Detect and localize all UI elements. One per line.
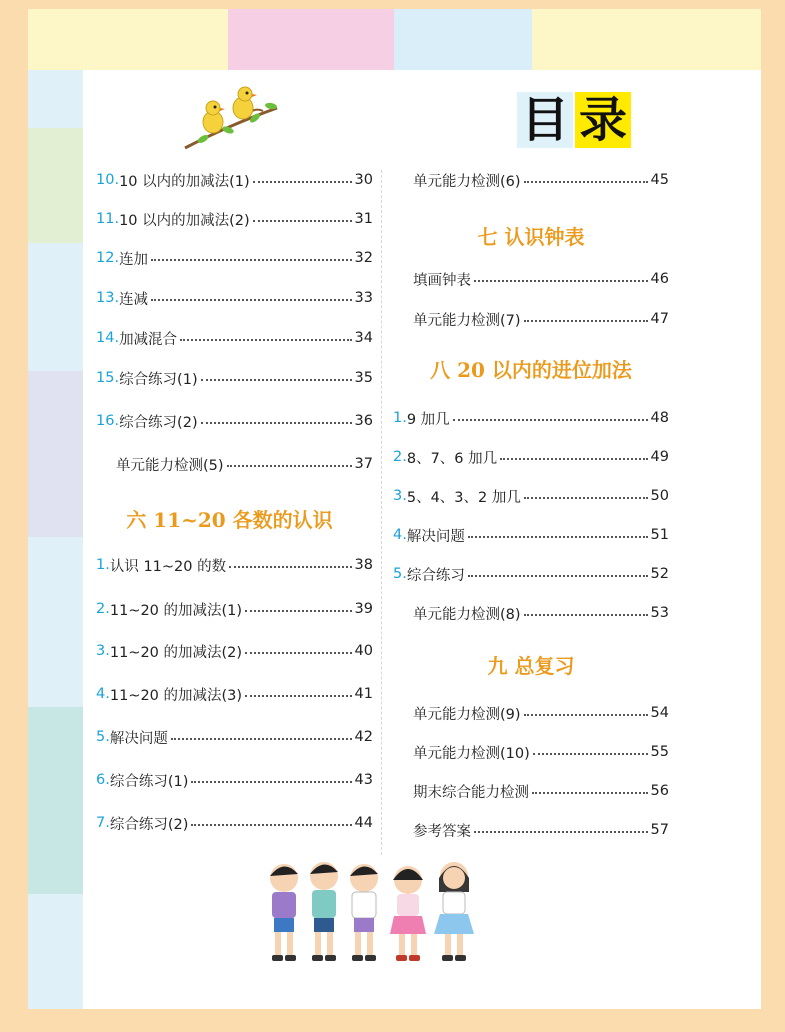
dot-leader [191,824,351,826]
side-color-strip [28,70,83,1009]
entry-page: 38 [354,557,373,573]
toc-entry[interactable] [393,408,669,428]
title-char-2: 录 [575,92,631,148]
entry-page: 34 [354,330,373,346]
entry-title: 综合练习(1) [109,773,189,790]
top-color-bands [28,9,761,70]
entry-page: 43 [354,772,373,788]
entry-number: 12. [96,250,120,266]
entry-page: 57 [650,822,669,838]
toc-entry[interactable] [96,684,373,704]
toc-entry[interactable] [96,248,373,268]
entry-number: 16. [96,413,120,429]
dot-leader [245,652,352,654]
entry-page: 30 [354,172,373,188]
dot-leader [524,497,648,499]
toc-entry[interactable] [96,209,373,229]
entry-page: 46 [650,271,669,287]
section-heading-seven: 七 认识钟表 [477,225,585,249]
entry-title: 8、7、6 加几 [406,450,498,467]
dot-leader [524,714,648,716]
dot-leader [151,299,351,301]
dot-leader [500,458,647,460]
entry-page: 53 [650,605,669,621]
entry-page: 31 [354,211,373,227]
entry-page: 44 [354,815,373,831]
toc-entry[interactable] [96,555,373,575]
entry-title: 连加 [119,251,149,268]
entry-page: 56 [650,783,669,799]
dot-leader [180,339,351,341]
dot-leader [474,280,648,282]
entry-number: 4. [96,686,110,702]
toc-entry[interactable] [393,564,669,584]
entry-number: 5. [393,566,407,582]
toc-entry[interactable] [96,411,373,431]
toc-entry[interactable] [96,727,373,747]
toc-entry[interactable] [96,641,373,661]
toc-entry[interactable] [413,820,669,840]
toc-entry[interactable] [413,170,669,190]
entry-number: 2. [96,601,110,617]
entry-title: 期末综合能力检测 [413,784,529,801]
dot-leader [245,610,352,612]
entry-title: 5、4、3、2 加几 [406,489,521,506]
entry-page: 47 [650,311,669,327]
entry-title: 综合练习(2) [119,414,198,431]
entry-number: 2. [393,449,407,465]
entry-title: 9 加几 [406,411,450,428]
entry-title: 连减 [119,291,149,308]
entry-page: 35 [354,370,373,386]
entry-page: 54 [650,705,669,721]
toc-entry[interactable] [96,170,373,190]
section-heading-six: 六 11~20 各数的认识 [126,508,333,532]
entry-title: 加减混合 [119,331,178,348]
dot-leader [171,738,352,740]
dot-leader [191,781,351,783]
entry-number: 15. [96,370,120,386]
section-heading-nine: 九 总复习 [487,654,575,678]
entry-title: 11~20 的加减法(1) [109,602,243,619]
entry-number: 3. [96,643,110,659]
entry-page: 51 [650,527,669,543]
toc-entry[interactable] [413,781,669,801]
dot-leader [245,695,352,697]
dot-leader [533,753,648,755]
entry-page: 41 [354,686,373,702]
entry-number: 10. [96,172,120,188]
entry-page: 33 [354,290,373,306]
toc-entry[interactable] [413,309,669,329]
entry-title: 单元能力检测(5) [116,457,224,474]
column-divider [381,170,382,855]
toc-entry[interactable] [96,770,373,790]
entry-page: 40 [354,643,373,659]
toc-entry[interactable] [96,328,373,348]
entry-title: 单元能力检测(8) [413,606,521,623]
entry-page: 52 [650,566,669,582]
dot-leader [201,422,352,424]
entry-title: 11~20 的加减法(2) [109,644,243,661]
entry-number: 6. [96,772,110,788]
toc-entry[interactable] [96,368,373,388]
entry-number: 5. [96,729,110,745]
entry-title: 10 以内的加减法(1) [119,173,250,190]
entry-page: 50 [650,488,669,504]
entry-title: 综合练习(2) [109,816,189,833]
entry-title: 认识 11~20 的数 [109,558,227,575]
entry-page: 55 [650,744,669,760]
toc-entry[interactable] [393,447,669,467]
section-heading-eight: 八 20 以内的进位加法 [430,358,632,382]
entry-title: 参考答案 [413,823,471,840]
dot-leader [229,566,351,568]
entry-page: 49 [650,449,669,465]
entry-title: 11~20 的加减法(3) [109,687,243,704]
dot-leader [253,181,352,183]
dot-leader [227,465,352,467]
entry-title: 单元能力检测(7) [413,312,521,329]
dot-leader [474,831,648,833]
dot-leader [524,320,648,322]
entry-title: 填画钟表 [413,272,471,289]
toc-entry[interactable] [413,603,669,623]
toc-entry[interactable] [393,486,669,506]
entry-number: 7. [96,815,110,831]
entry-page: 48 [650,410,669,426]
entry-number: 13. [96,290,120,306]
entry-page: 37 [354,456,373,472]
entry-title: 综合练习(1) [119,371,198,388]
entry-page: 45 [650,172,669,188]
title-char-1: 目 [517,92,573,148]
entry-page: 42 [354,729,373,745]
birds-on-branch-illustration [183,86,279,152]
entry-number: 3. [393,488,407,504]
entry-title: 解决问题 [109,730,168,747]
dot-leader [524,181,648,183]
entry-title: 单元能力检测(10) [413,745,530,762]
dot-leader [151,259,351,261]
toc-entry[interactable] [413,703,669,723]
dot-leader [201,379,352,381]
page-title [517,92,631,148]
children-illustration [258,858,494,968]
dot-leader [468,575,648,577]
toc-entry[interactable] [393,525,669,545]
toc-entry[interactable] [96,599,373,619]
entry-title: 解决问题 [406,528,465,545]
toc-entry[interactable] [116,454,373,474]
entry-page: 32 [354,250,373,266]
dot-leader [453,419,648,421]
toc-entry[interactable] [413,742,669,762]
dot-leader [468,536,648,538]
entry-page: 39 [354,601,373,617]
entry-number: 11. [96,211,120,227]
entry-number: 1. [96,557,110,573]
entry-title: 综合练习 [406,567,465,584]
entry-number: 4. [393,527,407,543]
entry-title: 单元能力检测(6) [413,173,521,190]
toc-entry[interactable] [413,269,669,289]
dot-leader [524,614,648,616]
dot-leader [532,792,648,794]
toc-entry[interactable] [96,288,373,308]
toc-entry[interactable] [96,813,373,833]
entry-page: 36 [354,413,373,429]
entry-number: 1. [393,410,407,426]
entry-title: 单元能力检测(9) [413,706,521,723]
dot-leader [253,220,352,222]
entry-title: 10 以内的加减法(2) [119,212,250,229]
entry-number: 14. [96,330,120,346]
